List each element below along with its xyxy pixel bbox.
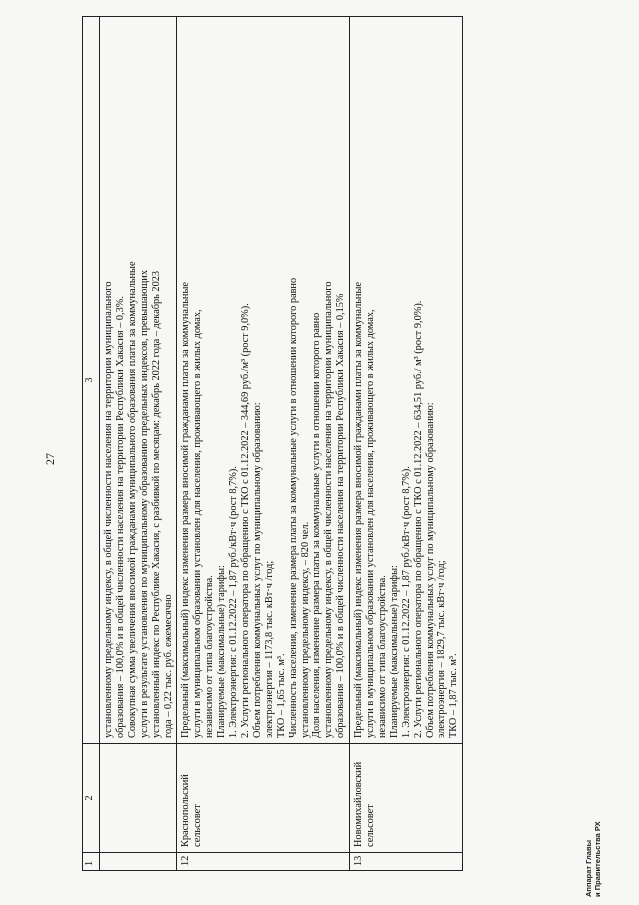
stamp-line-2: и Правительства РХ bbox=[593, 821, 602, 897]
text-line: электроэнергия – 1829,7 тыс. кВт·ч /год; bbox=[436, 560, 448, 738]
text-line: услуги в результате установления по муниципальному образованию предельных индексов, превышающих bbox=[138, 270, 150, 738]
office-stamp bbox=[584, 821, 602, 897]
text-line: независимо от типа благоустройства. bbox=[376, 575, 388, 738]
text-line: услуги в муниципальном образовании установлен для населения, проживающего в жилых домах, bbox=[192, 309, 204, 738]
text-line: Объем потребления коммунальных услуг по муниципальному образованию: bbox=[424, 402, 436, 738]
text-line: Объем потребления коммунальных услуг по муниципальному образованию: bbox=[251, 402, 263, 738]
row-text-cell bbox=[177, 17, 350, 744]
text-line: Предельный (максимальный) индекс изменения размера вносимой гражданами платы за коммунальные bbox=[353, 282, 365, 738]
row-number: 13 bbox=[350, 853, 463, 871]
text-line: Предельный (максимальный) индекс изменения размера вносимой гражданами платы за коммунальные bbox=[180, 282, 192, 738]
row-name-cell bbox=[100, 744, 177, 853]
text-line: электроэнергия – 1173,8 тыс. кВт·ч /год; bbox=[263, 560, 275, 738]
text-line: Планируемые (максимальные) тарифы: bbox=[388, 565, 400, 738]
text-line: 1. Электроэнергия: с 01.12.2022 – 1,87 руб./кВт·ч (рост 8,7%). bbox=[228, 466, 240, 738]
text-line: 2. Услуги регионального оператора по обращению с ТКО с 01.12.2022 – 634,51 руб./ м³ (рост 9,0%). bbox=[412, 300, 424, 738]
row-number: 12 bbox=[177, 853, 350, 871]
text-line: образования – 100,0% и в общей численности населения на территории Республики Хакасия – 0,3%. bbox=[114, 296, 126, 738]
stamp-line-1: Аппарат Главы bbox=[584, 840, 593, 897]
text-line: ТКО – 1,65 тыс. м³. bbox=[275, 653, 287, 738]
row-text-cell bbox=[100, 17, 177, 744]
text-line: установленный индекс по Республике Хакасия, с разбивкой по месяцам: декабрь 2022 года – декабрь 2023 bbox=[150, 270, 162, 738]
text-line: независимо от типа благоустройства. bbox=[204, 575, 216, 738]
table-row-12 bbox=[177, 17, 350, 871]
text-line: 2. Услуги регионального оператора по обращению с ТКО с 01.12.2022 – 344,69 руб./м³ (рост 9,0%). bbox=[239, 303, 251, 738]
page-number: 27 bbox=[43, 453, 57, 465]
text-line: Планируемые (максимальные) тарифы: bbox=[216, 565, 228, 738]
municipality-name: Краснопольский сельсовет bbox=[177, 744, 350, 853]
continuation-text bbox=[103, 22, 174, 738]
text-line: ТКО – 1,87 тыс. м³. bbox=[448, 653, 460, 738]
document-table bbox=[82, 16, 463, 871]
text-line: Численность населения, изменение размера платы за коммунальные услуги в отношении которого равно bbox=[287, 277, 299, 738]
text-line: Доля населения, изменение размера платы за коммунальные услуги в отношении которого равно bbox=[311, 312, 323, 738]
text-line: образования – 100,0% и в общей численности населения на территории Республики Хакасия – 0,15% bbox=[335, 293, 347, 738]
municipality-name: Новомихайловский сельсовет bbox=[350, 744, 463, 853]
text-line: услуги в муниципальном образовании установлен для населения, проживающего в жилых домах, bbox=[365, 309, 377, 738]
row-number-cell bbox=[100, 853, 177, 871]
table-row-continuation bbox=[100, 17, 177, 871]
row-text-cell bbox=[350, 17, 463, 744]
table-row-13 bbox=[350, 17, 463, 871]
header-col-2: 2 bbox=[83, 744, 100, 853]
text-line: установленному предельному индексу, – 820 чел. bbox=[299, 521, 311, 738]
text-line: 1. Электроэнергия: с 01.12.2022 – 1,87 руб./кВт·ч (рост 8,7%). bbox=[400, 466, 412, 738]
header-col-1: 1 bbox=[83, 853, 100, 871]
text-line: года – 0,22 тыс. руб. ежемесячно bbox=[162, 594, 174, 738]
text-line: Совокупная сумма увеличения вносимой гражданами муниципального образования платы за коммунальные bbox=[126, 261, 138, 738]
text-line: установленному предельному индексу, в общей численности населения на территории муниципального bbox=[103, 281, 114, 738]
table-header-row bbox=[83, 17, 100, 871]
text-line: установленному предельному индексу, в общей численности населения на территории муниципального bbox=[323, 281, 335, 738]
header-col-3: 3 bbox=[83, 17, 100, 744]
